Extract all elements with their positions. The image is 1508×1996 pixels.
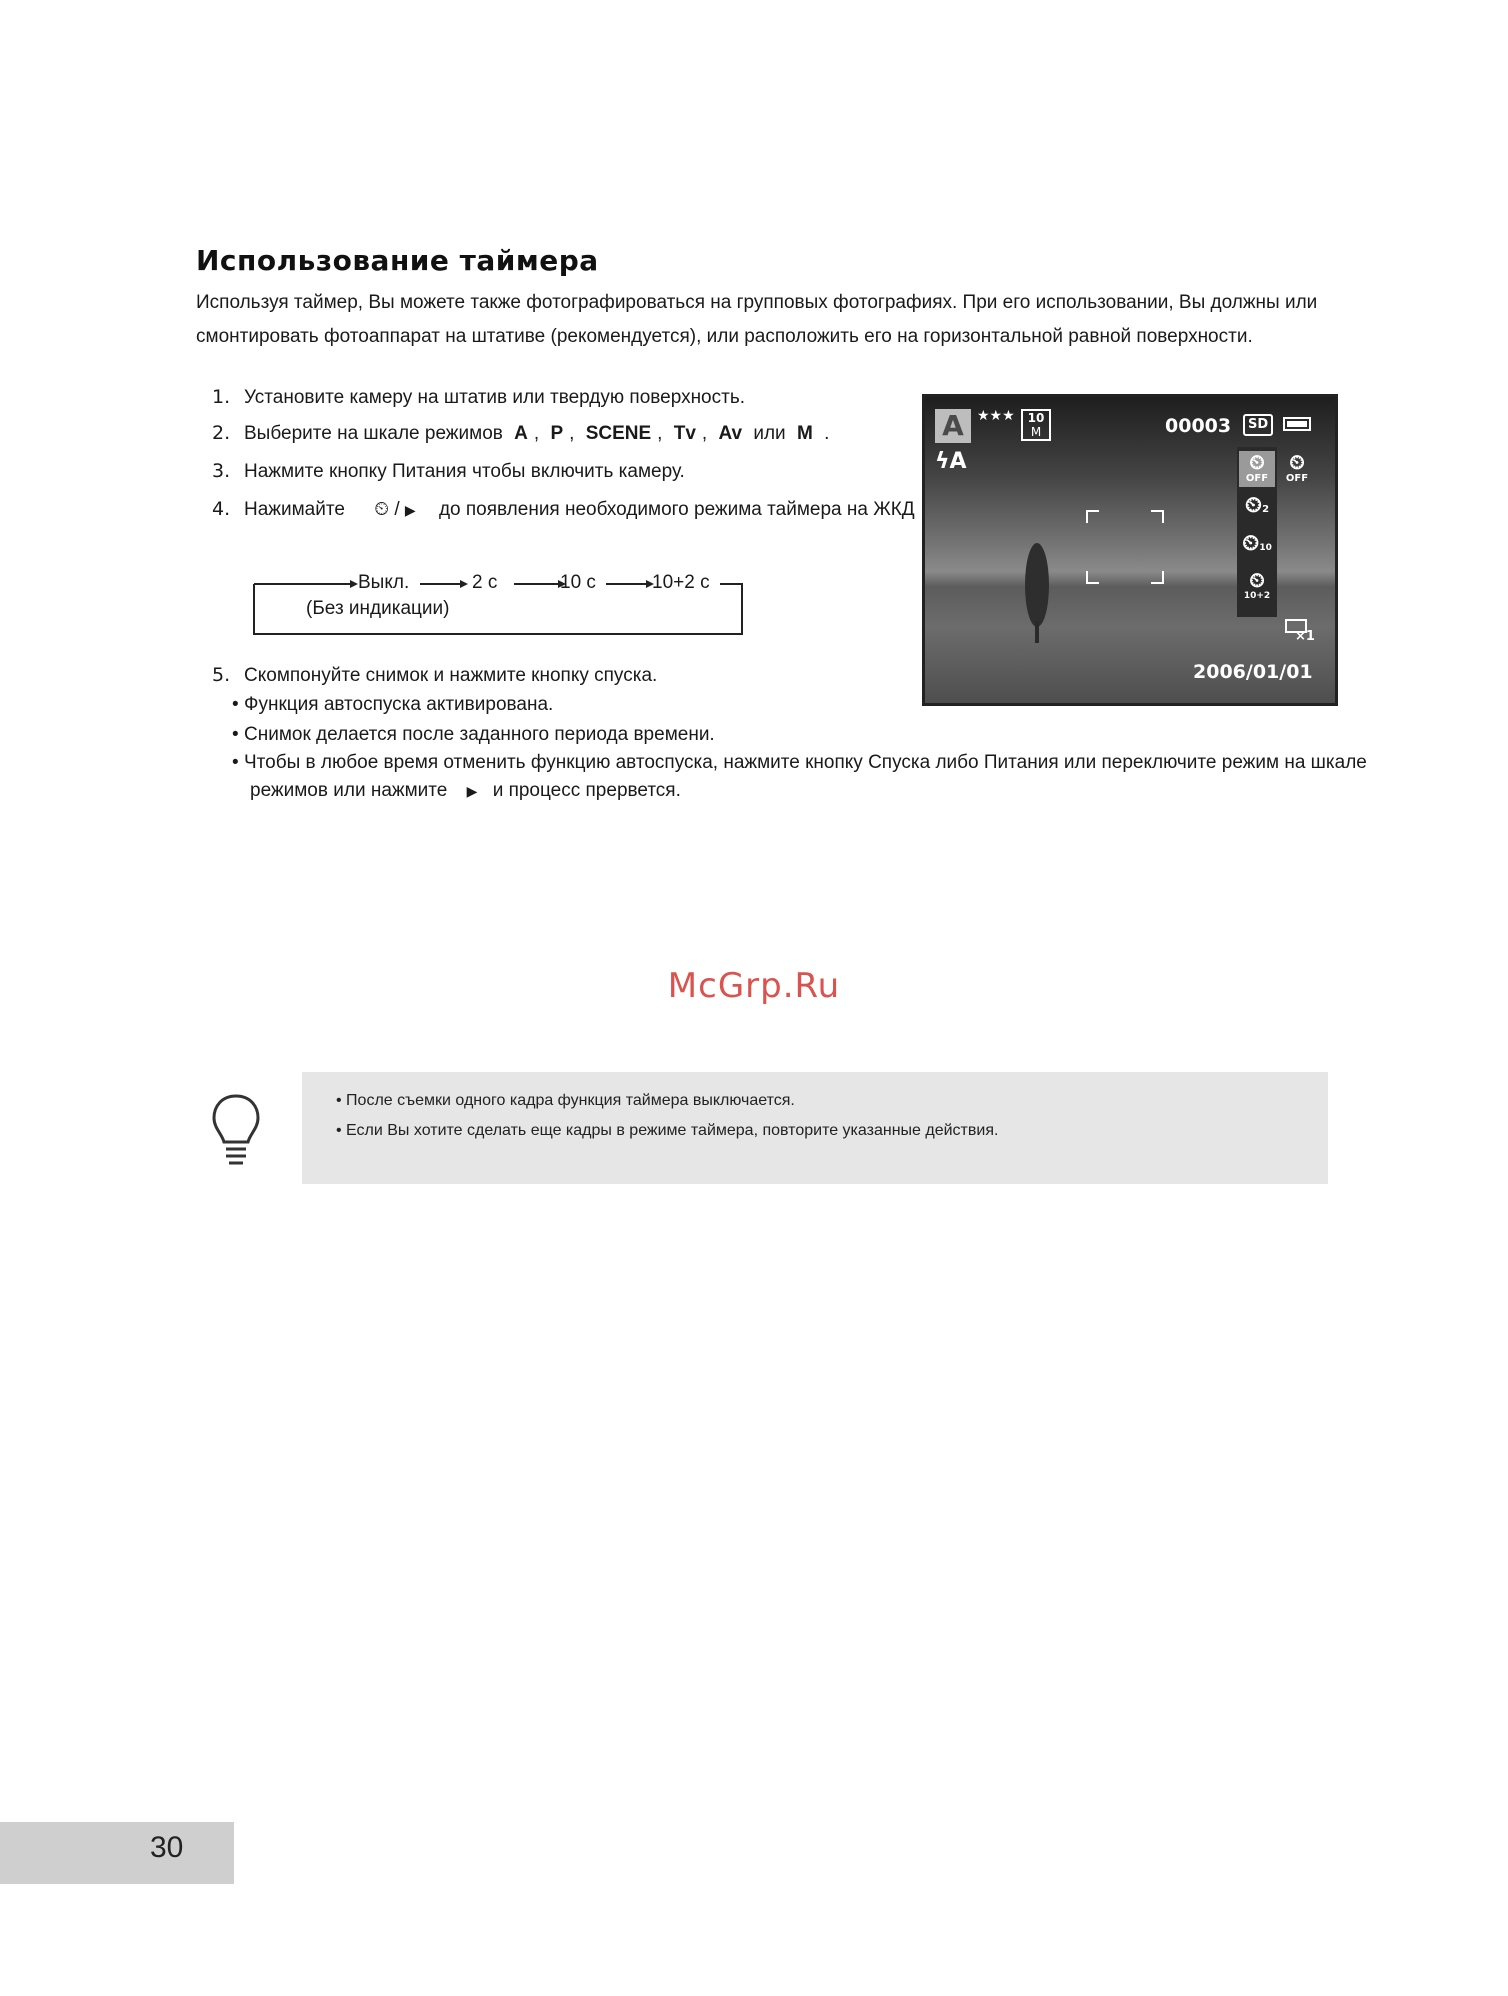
timer-10s-option <box>1239 531 1275 556</box>
tip-text: Если Вы хотите сделать еще кадры в режиме таймера, повторите указанные действия. <box>346 1122 999 1139</box>
image-size-icon <box>1021 409 1051 441</box>
mode-key-a: A <box>514 423 528 444</box>
tip-text: После съемки одного кадра функция таймера выключается. <box>346 1092 795 1109</box>
timer-off-label: Выкл. <box>358 572 410 593</box>
timer-off-selected <box>1239 451 1275 487</box>
mode-key-scene: SCENE <box>585 423 652 444</box>
arrow-head-1 <box>350 580 358 588</box>
focus-frame-icon <box>1085 509 1165 585</box>
arrow-head-2 <box>460 580 468 588</box>
date-stamp: 2006/01/01 <box>1193 661 1313 683</box>
step-text: Нажимайте <box>244 499 345 520</box>
mode-indicator: A <box>935 409 971 443</box>
step-number: 1. <box>212 386 231 408</box>
step-4 <box>212 498 915 521</box>
intro-paragraph: Используя таймер, Вы можете также фотографироваться на групповых фотографиях. При его использовании, Вы должны или смонтировать фотоаппарат на штативе (рекомендуется), или расположить его на горизонтальной равной поверхности. <box>196 292 1318 347</box>
page-number-tab <box>0 1822 234 1884</box>
bullet-text: Функция автоспуска активирована. <box>244 694 554 715</box>
timer-10-2-text: 10+2 <box>1243 591 1271 601</box>
self-timer-icon: ⏲ <box>1249 450 1265 474</box>
lightbulb-icon <box>210 1092 262 1168</box>
step-number: 2. <box>212 422 231 444</box>
step-text: Выберите на шкале режимов <box>244 423 503 444</box>
timer-off-note: (Без индикации) <box>306 598 450 619</box>
timer-2s-option <box>1239 493 1275 518</box>
play-icon: ▶ <box>466 784 478 800</box>
tip-item-1: • После съемки одного кадра функция таймера выключается. <box>336 1092 795 1109</box>
tip-item-2: • Если Вы хотите сделать еще кадры в режиме таймера, повторите указанные действия. <box>336 1122 999 1139</box>
self-timer-icon: ⏲ <box>1249 568 1265 592</box>
image-size-bottom: M <box>1030 425 1042 439</box>
timer-off-option <box>1279 451 1315 487</box>
timer-10-2s-option <box>1239 569 1275 601</box>
sd-card-icon: SD <box>1243 414 1273 436</box>
mode-key-p: P <box>550 423 564 444</box>
step-number: 5. <box>212 664 231 686</box>
bullet-text: и процесс прервется. <box>492 780 681 801</box>
step-2: 2. Выберите на шкале режимов A , P , SCENE , Tv , Av или M . <box>212 422 830 444</box>
mode-key-m: M <box>796 423 813 444</box>
or-word: или <box>753 423 786 444</box>
slash: / <box>394 499 400 520</box>
step-end: . <box>824 423 830 444</box>
step-3 <box>212 460 685 483</box>
mode-key-tv: Tv <box>673 423 696 444</box>
zoom-level: ×1 <box>1295 629 1315 644</box>
bullet-item-2: • Снимок делается после заданного периода времени. <box>232 724 715 745</box>
mode-key-av: Av <box>718 423 743 444</box>
bullet-item-1: • Функция автоспуска активирована. <box>232 694 554 715</box>
step-number: 3. <box>212 460 231 482</box>
bullet-text: Чтобы в любое время отменить функцию автоспуска, нажмите кнопку Спуска либо Питания или переключите режим на шкале <box>244 752 1367 773</box>
bullet-text: Снимок делается после заданного периода времени. <box>244 724 715 745</box>
watermark-text: McGrp.Ru <box>667 966 841 1006</box>
timer-10s-label: 10 с <box>560 572 596 593</box>
timer-2s-label: 2 с <box>472 572 498 593</box>
step-number: 4. <box>212 498 231 520</box>
page-number: 30 <box>150 1831 184 1864</box>
battery-icon <box>1283 417 1311 431</box>
tree-illustration <box>1019 537 1059 647</box>
step-text: Скомпонуйте снимок и нажмите кнопку спуска. <box>244 665 658 686</box>
flash-auto-icon: ϟA <box>935 449 967 474</box>
quality-icon: ★★★ <box>977 408 1015 424</box>
self-timer-icon: ⏲ <box>1244 493 1263 518</box>
image-size-top: 10 <box>1027 411 1045 425</box>
page-title: Использование таймера <box>196 244 599 277</box>
timer-10-2s-label: 10+2 с <box>652 572 710 593</box>
bullet-item-3: • Чтобы в любое время отменить функцию автоспуска, нажмите кнопку Спуска либо Питания или переключите режим на шкале <box>232 752 1367 773</box>
timer-off-text: OFF <box>1285 473 1309 484</box>
step-text: Нажмите кнопку Питания чтобы включить камеру. <box>244 461 685 482</box>
step-5 <box>212 664 657 687</box>
timer-10-text: 10 <box>1259 543 1272 553</box>
timer-off-text: OFF <box>1245 473 1269 484</box>
step-text: Установите камеру на штатив или твердую поверхность. <box>244 387 746 408</box>
self-timer-icon: ⏲ <box>1289 450 1305 474</box>
step-1 <box>212 386 745 409</box>
self-timer-icon: ⏲ <box>1242 531 1260 556</box>
play-icon: ▶ <box>404 503 416 519</box>
step-text-cont: до появления необходимого режима таймера на ЖКД <box>438 499 915 520</box>
timer-2-text: 2 <box>1262 504 1270 515</box>
bullet-item-3-cont <box>250 780 681 802</box>
shot-counter: 00003 <box>1165 415 1232 437</box>
self-timer-icon: ⏲ <box>374 498 390 520</box>
bullet-text: режимов или нажмите <box>250 780 448 801</box>
lcd-screen-illustration <box>922 394 1338 706</box>
